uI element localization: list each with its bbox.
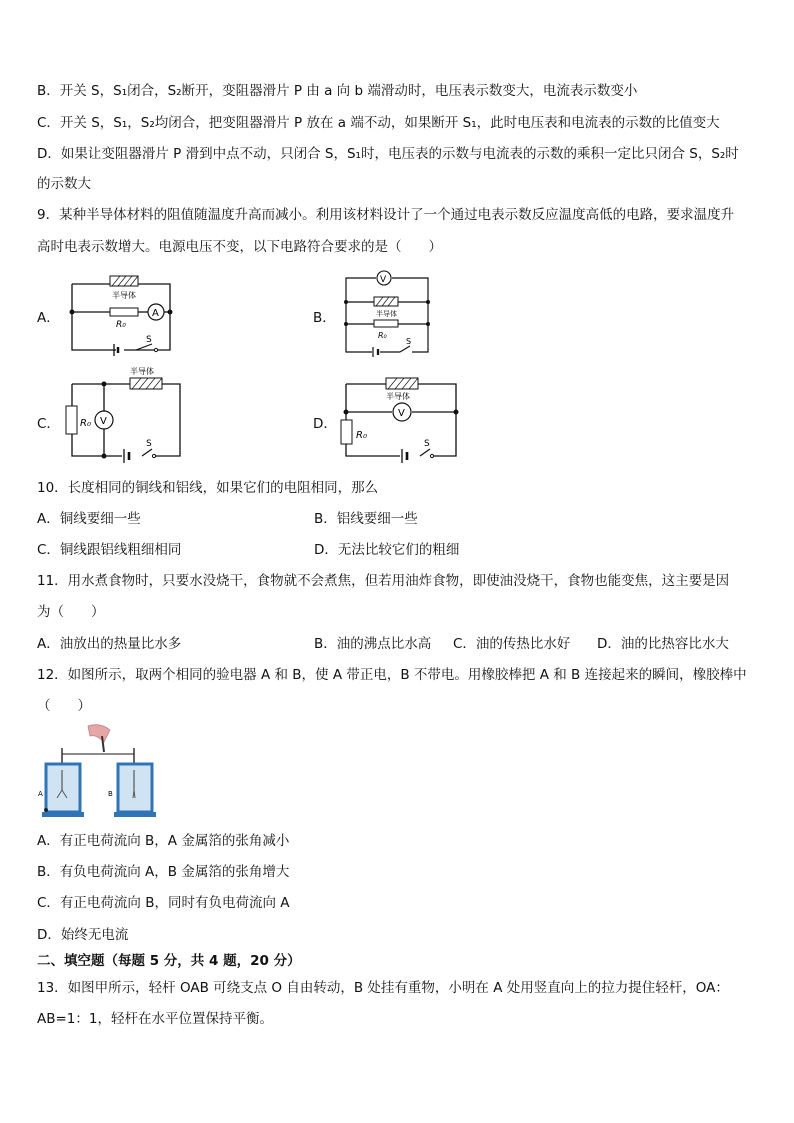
electroscope-a [46,764,80,812]
q9-stem-line1: 9．某种半导体材料的阻值随温度升高而减小。利用该材料设计了一个通过电表示数反应温度高低的电路，要求温度升 [37,207,735,223]
circuit-c [58,367,188,464]
circuit-a [60,270,190,360]
r0-resistor-d [341,420,352,444]
r0-label-a: R₀ [116,320,126,330]
svg-text:R₀: R₀ [80,418,91,429]
q12-option-b: B．有负电荷流向 A，B 金属箔的张角增大 [37,864,290,880]
svg-text:A: A [152,308,159,319]
q13-line1: 13．如图甲所示，轻杆 OAB 可绕支点 O 自由转动，B 处挂有重物，小明在 A 处用竖直向上的拉力提住轻杆，OA： [37,980,729,996]
svg-text:V: V [100,416,107,427]
q10-option-a: A．铜线要细一些 [37,511,141,527]
svg-text:半导体: 半导体 [130,367,154,376]
r0-resistor-c [66,406,77,434]
r0-resistor-a [110,308,138,316]
svg-text:半导体: 半导体 [386,392,410,401]
q10-option-b: B．铝线要细一些 [314,511,418,527]
circuit-b [340,268,440,358]
svg-text:V: V [380,275,387,285]
q8-option-c: C．开关 S，S₁，S₂均闭合，把变阻器滑片 P 放在 a 端不动，如果断开 S₁，此时电压表和电流表的示数的比值变大 [37,115,720,131]
switch-icon-b [400,346,410,352]
svg-text:S: S [146,335,152,345]
q12-option-a: A．有正电荷流向 B，A 金属箔的张角减小 [37,833,290,849]
svg-text:S: S [146,439,152,449]
q12-stem-line1: 12．如图所示，取两个相同的验电器 A 和 B，使 A 带正电，B 不带电。用橡胶棒把 A 和 B 连接起来的瞬间，橡胶棒中 [37,667,747,683]
svg-text:S: S [424,439,430,449]
q8-option-d-line1: D．如果让变阻器滑片 P 滑到中点不动，只闭合 S，S₁时，电压表的示数与电流表的示数的乘积一定比只闭合 S，S₂时 [37,146,739,162]
q12-option-d: D．始终无电流 [37,927,129,943]
svg-text:S: S [406,337,412,346]
section-2-title: 二、填空题（每题 5 分，共 4 题，20 分） [37,953,301,969]
svg-text:V: V [398,408,405,419]
electroscope-a-label: A [38,790,43,798]
switch-icon-d [420,449,430,456]
semiconductor-label-a: 半导体 [112,291,136,300]
switch-icon-c [142,449,152,456]
semiconductor-resistor-b [374,297,398,306]
svg-text:R₀: R₀ [378,331,387,340]
q11-option-d: D．油的比热容比水大 [597,636,729,652]
q10-stem: 10．长度相同的铜线和铝线，如果它们的电阻相同，那么 [37,480,379,496]
q9-stem-line2: 高时电表示数增大。电源电压不变，以下电路符合要求的是（ ） [37,239,442,255]
q9-label-d: D． [313,416,337,432]
q11-option-c: C．油的传热比水好 [453,636,571,652]
svg-text:半导体: 半导体 [376,310,397,318]
q11-stem-line1: 11．用水煮食物时，只要水没烧干，食物就不会煮焦，但若用油炸食物，即使油没烧干，食物也能变焦，这主要是因 [37,573,730,589]
q10-option-d: D．无法比较它们的粗细 [314,542,460,558]
q11-option-b: B．油的沸点比水高 [314,636,432,652]
svg-text:R₀: R₀ [356,430,367,441]
q8-option-b: B．开关 S，S₁闭合，S₂断开，变阻器滑片 P 由 a 向 b 端滑动时，电压表示数变大，电流表示数变小 [37,83,638,99]
q8-option-d-line2: 的示数大 [37,176,91,192]
electroscope-b-label: B [108,790,113,798]
q12-option-c: C．有正电荷流向 B，同时有负电荷流向 A [37,895,290,911]
hand-icon [88,725,110,742]
q11-stem-line2: 为（ ） [37,604,105,620]
q9-label-a: A． [37,310,60,326]
electroscope-b [118,764,152,812]
q9-label-c: C． [37,416,60,432]
q9-label-b: B． [313,310,336,326]
circuit-d [336,372,466,464]
electroscope-figure [38,722,168,820]
r0-resistor-b [374,320,398,327]
q12-stem-line2: （ ） [37,698,91,714]
q10-option-c: C．铜线跟铝线粗细相同 [37,542,182,558]
q11-option-a: A．油放出的热量比水多 [37,636,182,652]
q13-line2: AB=1：1，轻杆在水平位置保持平衡。 [37,1011,273,1027]
